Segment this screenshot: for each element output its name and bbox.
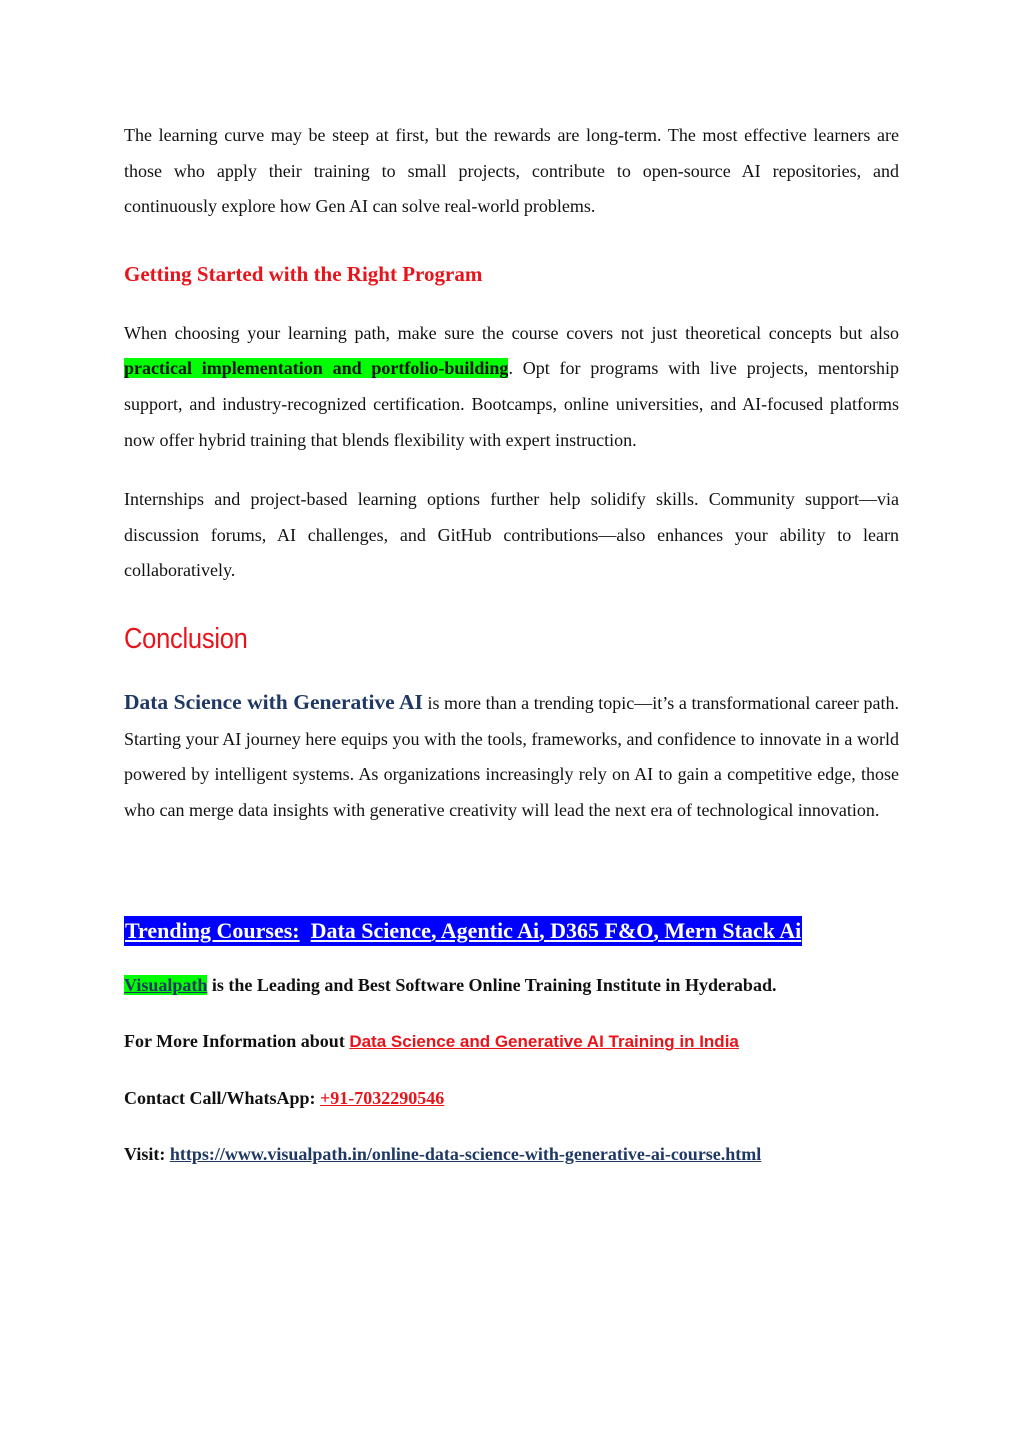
highlight-practical-implementation: practical implementation and portfolio-building: [124, 358, 509, 379]
conclusion-lead-term: Data Science with Generative AI: [124, 689, 423, 714]
conclusion-body: is more than a trending topic—it’s a transformational career path. Starting your AI journey here equips you with the tools, frameworks, and confidence to innovate in a world powered by intelligent systems. As organizations increasingly rely on AI to gain a competitive edge, those who can merge data insights with generative creativity will lead the next era of technological innovation.: [124, 692, 899, 820]
more-information-line: [124, 1026, 899, 1057]
more-information-label: For More Information about: [124, 1031, 350, 1052]
paragraph-internships: Internships and project-based learning options further help solidify skills. Community support—via discussion forums, AI challenges, and GitHub contributions—also enhances your ability to learn collaboratively.: [124, 489, 899, 581]
course-link-d365[interactable]: D365 F&O: [550, 918, 654, 944]
heading-conclusion: Conclusion: [124, 622, 248, 655]
paragraph-learning-path: [124, 316, 899, 458]
contact-label: Contact Call/WhatsApp:: [124, 1088, 321, 1109]
phone-link[interactable]: +91-7032290546: [320, 1088, 445, 1109]
trending-courses-bar: Trending Courses: Data Science, Agentic Ai, D365 F&O, Mern Stack Ai: [124, 916, 802, 946]
paragraph-learning-path-before: When choosing your learning path, make sure the course covers not just theoretical concepts but also: [124, 322, 899, 343]
visit-line: [124, 1139, 899, 1169]
visualpath-link[interactable]: Visualpath: [124, 975, 208, 996]
visit-label: Visit:: [124, 1144, 170, 1165]
training-info-link[interactable]: Data Science and Generative AI Training in India: [349, 1032, 739, 1052]
visualpath-statement-text: is the Leading and Best Software Online Training Institute in Hyderabad.: [207, 975, 777, 996]
visualpath-statement: [124, 970, 899, 1000]
contact-line: [124, 1083, 899, 1113]
paragraph-conclusion: [124, 685, 899, 828]
paragraph-learning-curve: The learning curve may be steep at first, but the rewards are long-term. The most effective learners are those who apply their training to small projects, contribute to open-source AI repositories, and continuously explore how Gen AI can solve real-world problems.: [124, 125, 899, 217]
trending-courses-label: Trending Courses:: [125, 918, 300, 944]
course-link-agentic-ai[interactable]: Agentic Ai: [440, 918, 540, 944]
course-link-mern-stack[interactable]: Mern Stack Ai: [664, 918, 802, 944]
heading-getting-started: Getting Started with the Right Program: [124, 261, 483, 286]
paragraph-learning-path-after: . Opt for programs with live projects, mentorship support, and industry-recognized certification. Bootcamps, online universities, and AI-focused platforms now offer hybrid training that blends flexibility with expert instruction.: [124, 358, 899, 450]
course-link-data-science[interactable]: Data Science: [310, 918, 431, 944]
course-url-link[interactable]: https://www.visualpath.in/online-data-science-with-generative-ai-course.html: [169, 1144, 762, 1165]
document-page: [124, 118, 899, 1195]
